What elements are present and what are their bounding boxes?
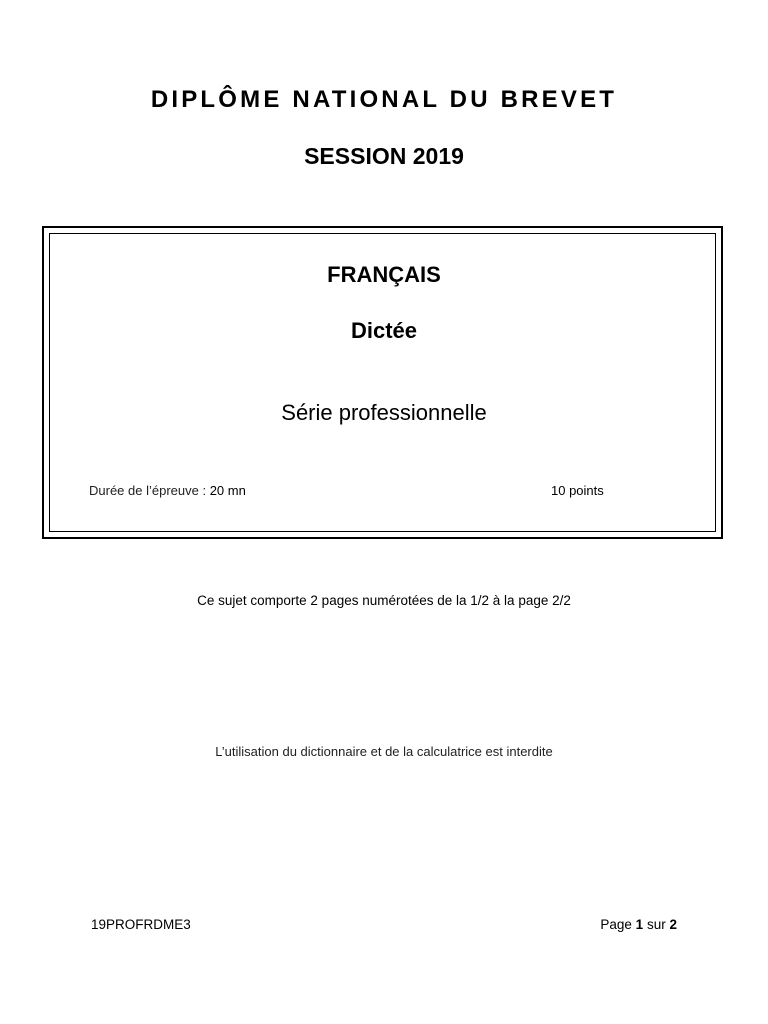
duration-line [89,483,246,498]
page-current: 1 [635,917,644,932]
document-code: 19PROFRDME3 [91,917,191,932]
duration-label: Durée de l’épreuve : [89,483,207,498]
page-prefix: Page [600,917,632,932]
page-separator: sur [646,917,666,932]
page-total: 2 [669,917,677,932]
pages-note: Ce sujet comporte 2 pages numérotées de la 1/2 à la page 2/2 [197,593,571,608]
exam-type-heading: Dictée [350,318,418,343]
session-heading: SESSION 2019 [304,143,464,169]
rules-note: L’utilisation du dictionnaire et de la calculatrice est interdite [215,744,553,759]
duration-value: 20 mn [209,483,246,498]
points-label: 10 points [551,483,604,498]
series-label: Série professionnelle [281,400,487,425]
page-number [600,917,677,932]
subject-heading: FRANÇAIS [327,262,441,287]
document-title: DIPLÔME NATIONAL DU BREVET [150,86,618,113]
